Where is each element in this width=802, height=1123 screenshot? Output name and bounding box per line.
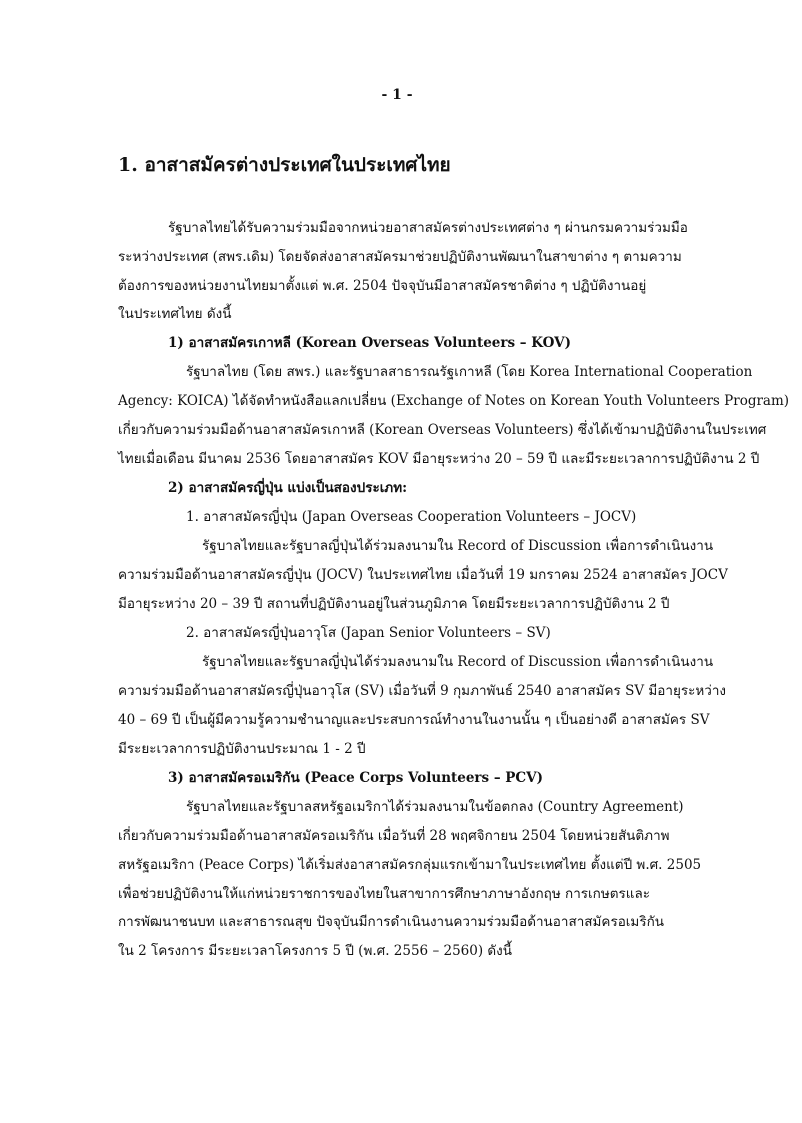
section-heading: 1. อาสาสมัครต่างประเทศในประเทศไทย (118, 154, 451, 176)
paragraph-line: เพื่อช่วยปฏิบัติงานให้แก่หน่วยราชการของไทยในสาขาการศึกษาภาษาอังกฤษ การเกษตรและ (118, 886, 650, 902)
subheading-kov: 1) อาสาสมัครเกาหลี (Korean Overseas Volunteers – KOV) (168, 335, 572, 351)
list-item-jocv: 1. อาสาสมัครญี่ปุ่น (Japan Overseas Cooperation Volunteers – JOCV) (186, 509, 637, 525)
paragraph-line: มีอายุระหว่าง 20 – 39 ปี สถานที่ปฏิบัติงานอยู่ในส่วนภูมิภาค โดยมีระยะเวลาการปฏิบัติงาน 2 ปี (118, 596, 670, 612)
paragraph-line: รัฐบาลไทยและรัฐบาลญี่ปุ่นได้ร่วมลงนามใน Record of Discussion เพื่อการดำเนินงาน (202, 654, 714, 670)
subheading-pcv: 3) อาสาสมัครอเมริกัน (Peace Corps Volunteers – PCV) (168, 770, 544, 786)
list-item-sv: 2. อาสาสมัครญี่ปุ่นอาวุโส (Japan Senior Volunteers – SV) (186, 625, 551, 641)
subheading-japan: 2) อาสาสมัครญี่ปุ่น แบ่งเป็นสองประเภท: (168, 480, 408, 496)
paragraph-line: ไทยเมื่อเดือน มีนาคม 2536 โดยอาสาสมัคร KOV มีอายุระหว่าง 20 – 59 ปี และมีระยะเวลาการปฏิบัติงาน 2 ปี (118, 451, 760, 467)
paragraph-line: Agency: KOICA) ได้จัดทำหนังสือแลกเปลี่ยน (Exchange of Notes on Korean Youth Volunteers Program) (118, 393, 790, 409)
paragraph-line: มีระยะเวลาการปฏิบัติงานประมาณ 1 - 2 ปี (118, 741, 366, 757)
paragraph-line: เกี่ยวกับความร่วมมือด้านอาสาสมัครเกาหลี (Korean Overseas Volunteers) ซึ่งได้เข้ามาปฏิบัติงานในประเทศ (118, 422, 767, 438)
paragraph-line: เกี่ยวกับความร่วมมือด้านอาสาสมัครอเมริกัน เมื่อวันที่ 28 พฤศจิกายน 2504 โดยหน่วยสันติภาพ (118, 828, 670, 844)
paragraph-line: การพัฒนาชนบท และสาธารณสุข ปัจจุบันมีการดำเนินงานความร่วมมือด้านอาสาสมัครอเมริกัน (118, 914, 664, 930)
paragraph-line: 40 – 69 ปี เป็นผู้มีความรู้ความชำนาญและประสบการณ์ทำงานในงานนั้น ๆ เป็นอย่างดี อาสาสมัคร SV (118, 712, 710, 728)
paragraph-line: ใน 2 โครงการ มีระยะเวลาโครงการ 5 ปี (พ.ศ. 2556 – 2560) ดังนี้ (118, 943, 512, 959)
paragraph-line: สหรัฐอเมริกา (Peace Corps) ได้เริ่มส่งอาสาสมัครกลุ่มแรกเข้ามาในประเทศไทย ตั้งแต่ปี พ.ศ. 2505 (118, 857, 702, 873)
paragraph-line: ระหว่างประเทศ (สพร.เดิม) โดยจัดส่งอาสาสมัครมาช่วยปฏิบัติงานพัฒนาในสาขาต่าง ๆ ตามความ (118, 249, 682, 265)
paragraph-line: ความร่วมมือด้านอาสาสมัครญี่ปุ่น (JOCV) ในประเทศไทย เมื่อวันที่ 19 มกราคม 2524 อาสาสมัคร JOCV (118, 567, 728, 583)
paragraph-line: ต้องการของหน่วยงานไทยมาตั้งแต่ พ.ศ. 2504 ปัจจุบันมีอาสาสมัครชาติต่าง ๆ ปฏิบัติงานอยู่ (118, 278, 647, 294)
paragraph-line: รัฐบาลไทยและรัฐบาลสหรัฐอเมริกาได้ร่วมลงนามในข้อตกลง (Country Agreement) (186, 799, 684, 815)
paragraph-line: ความร่วมมือด้านอาสาสมัครญี่ปุ่นอาวุโส (SV) เมื่อวันที่ 9 กุมภาพันธ์ 2540 อาสาสมัคร SV มีอายุระหว่าง (118, 683, 727, 699)
paragraph-line: รัฐบาลไทยและรัฐบาลญี่ปุ่นได้ร่วมลงนามใน Record of Discussion เพื่อการดำเนินงาน (202, 538, 714, 554)
paragraph-line: รัฐบาลไทย (โดย สพร.) และรัฐบาลสาธารณรัฐเกาหลี (โดย Korea International Cooperation (186, 364, 753, 380)
paragraph-line: รัฐบาลไทยได้รับความร่วมมือจากหน่วยอาสาสมัครต่างประเทศต่าง ๆ ผ่านกรมความร่วมมือ (168, 220, 688, 236)
page-number: - 1 - (381, 87, 413, 103)
paragraph-line: ในประเทศไทย ดังนี้ (118, 306, 232, 322)
